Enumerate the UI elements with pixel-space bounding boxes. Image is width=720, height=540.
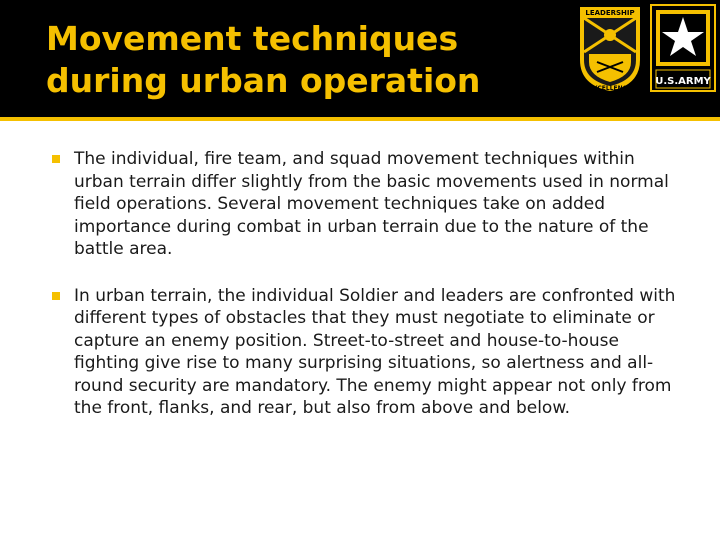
title-line-1: Movement techniques (46, 19, 459, 58)
rotc-top-text: LEADERSHIP (585, 9, 635, 17)
rotc-bottom-text: EXCELLENCE (588, 85, 632, 92)
slide-title (46, 18, 566, 102)
bullet-item-1 (52, 148, 688, 261)
army-text: U.S.ARMY (655, 76, 711, 87)
title-line-2: during urban operation (46, 61, 481, 100)
bullet-square-icon (52, 292, 60, 300)
slide-header (0, 0, 720, 117)
bullet-text-2: In urban terrain, the individual Soldier and leaders are confronted with different types of obstacles that they must negotiate to eliminate or capture an enemy position. Street-to-street and house-to-house fighting give rise to many surprising situations, so alertness and all-round security are mandatory. The enemy might appear not only from the front, flanks, and rear, but also from above and below. (74, 285, 676, 418)
bullet-square-icon (52, 155, 60, 163)
bullet-item-2 (52, 285, 688, 420)
rotc-leadership-excellence-logo (575, 2, 645, 94)
slide-body (52, 148, 688, 444)
bullet-text-1: The individual, fire team, and squad movement techniques within urban terrain differ slightly from the basic movements used in normal field operations. Several movement techniques take on added importance during combat in urban terrain due to the nature of the battle area. (74, 149, 669, 259)
us-army-star-logo (650, 4, 716, 92)
header-divider (0, 117, 720, 121)
